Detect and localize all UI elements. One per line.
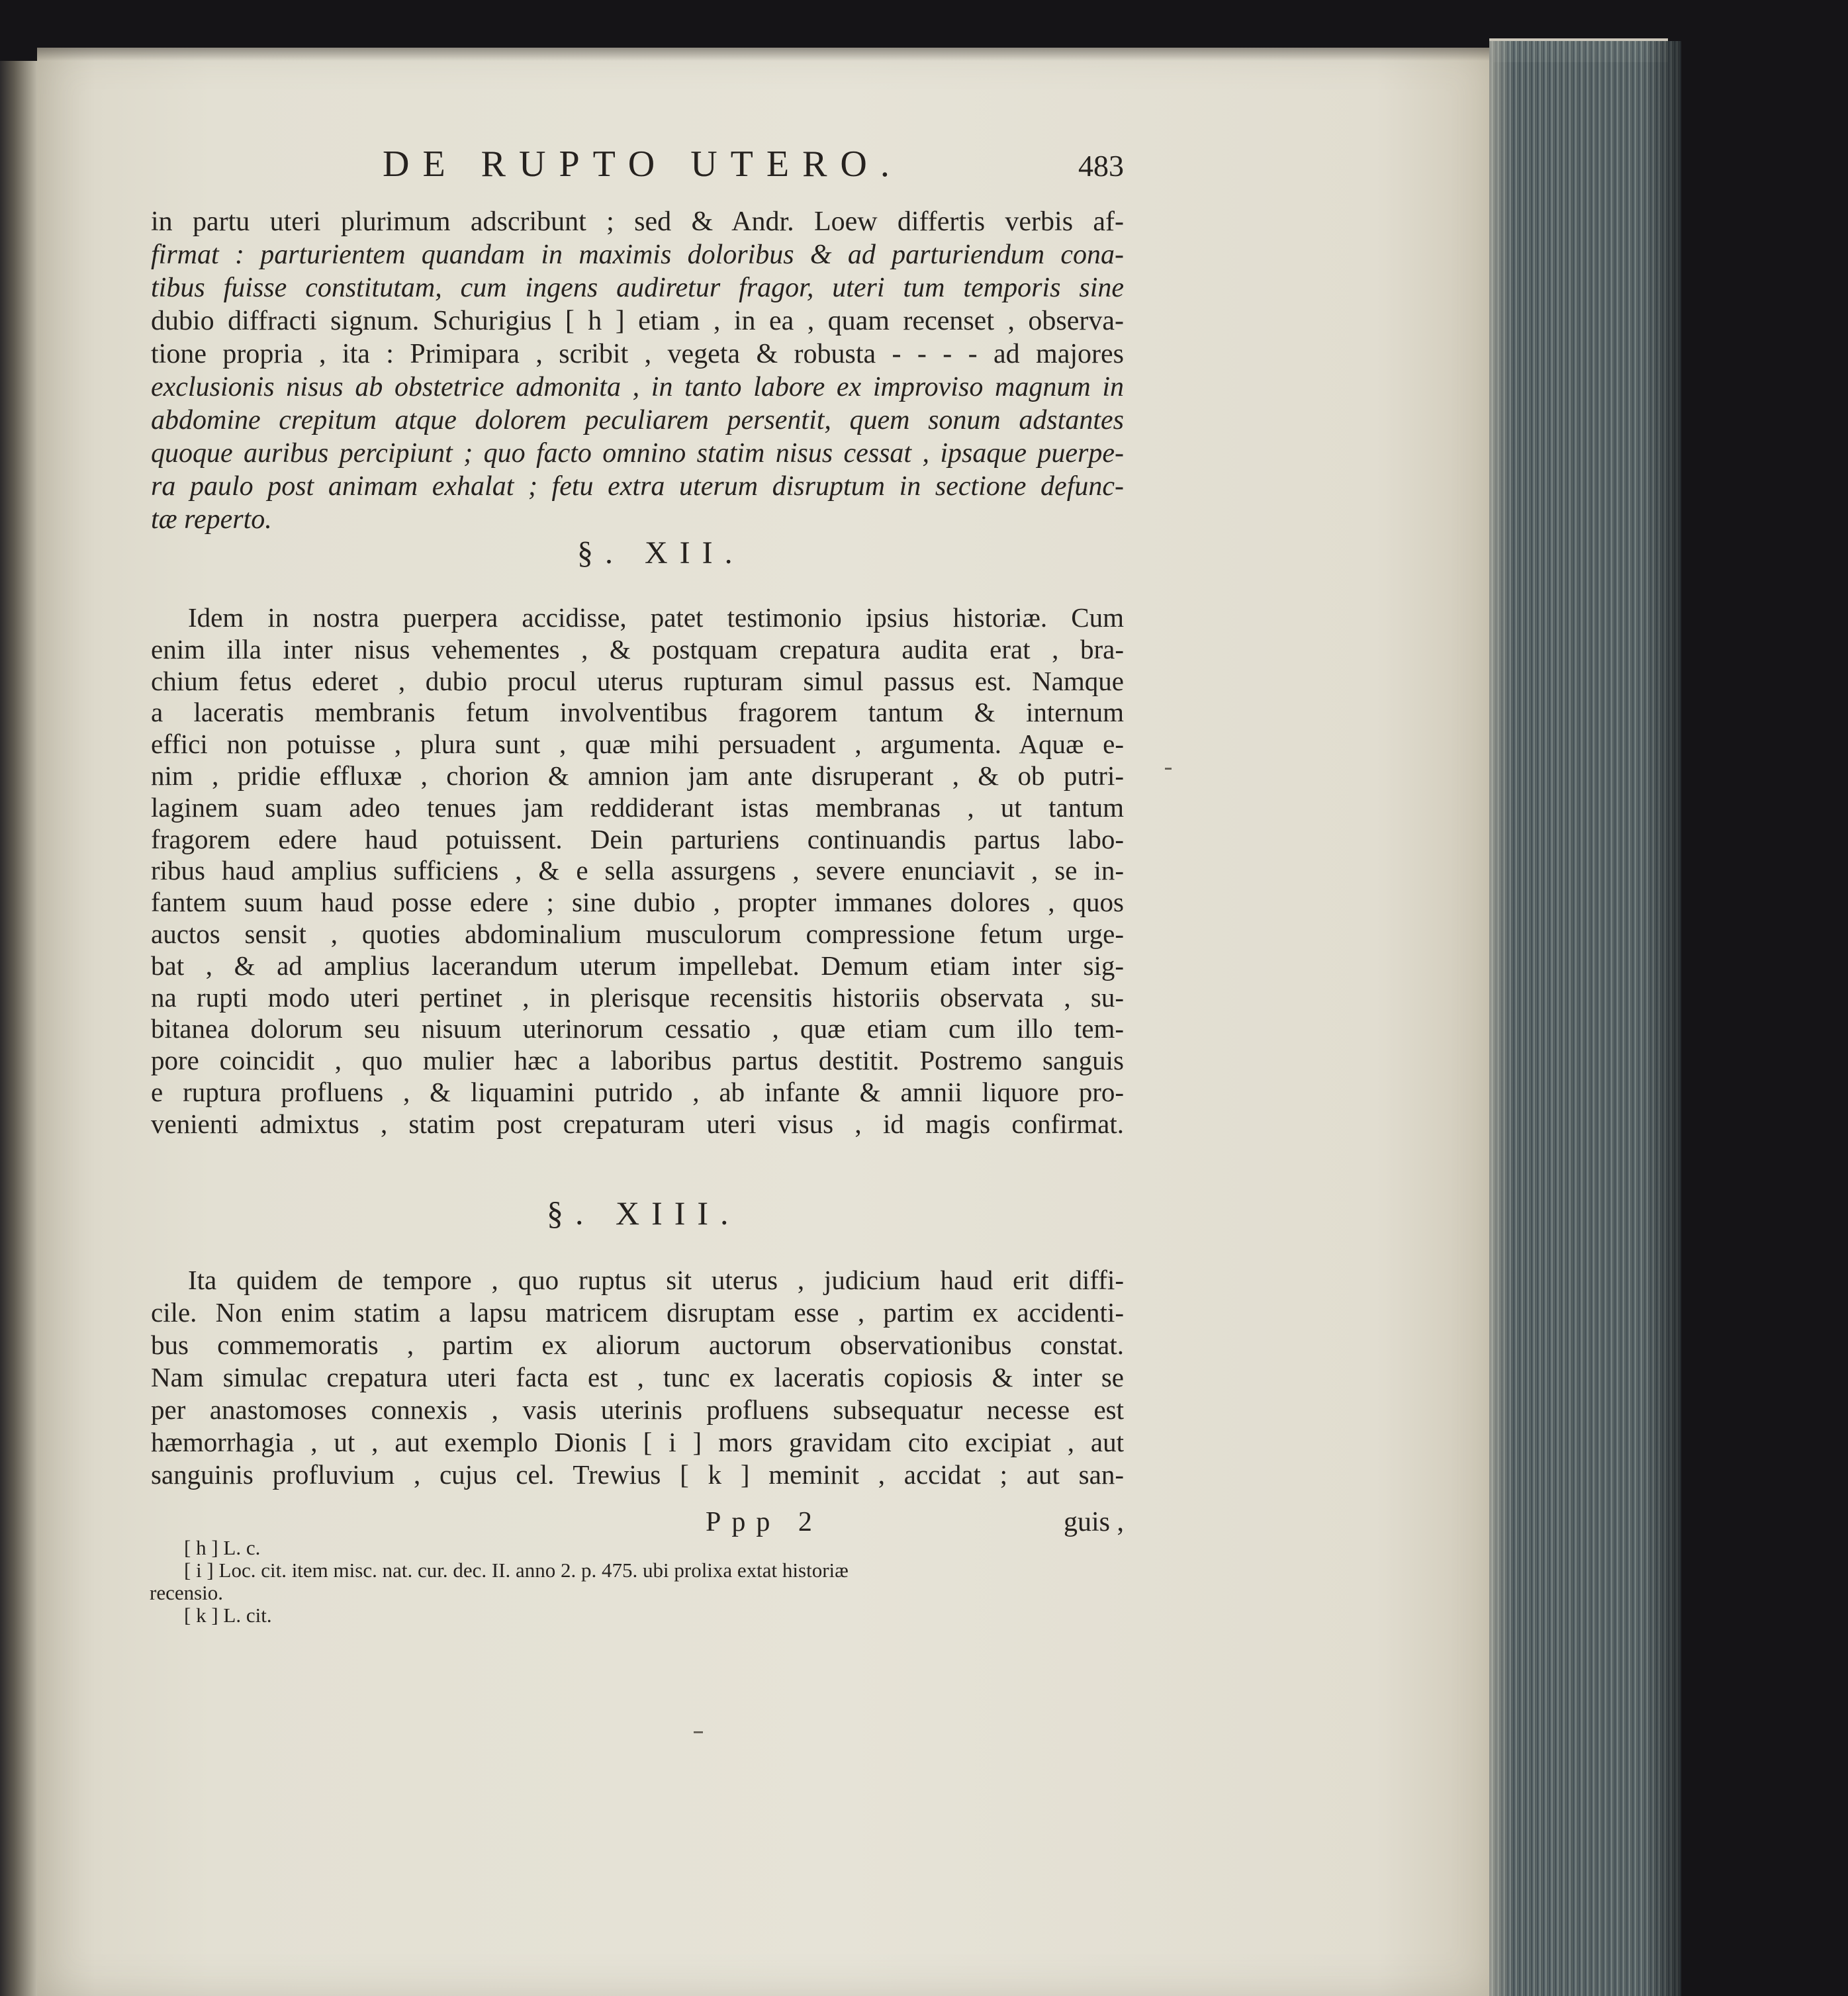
text-line: Nam simulac crepatura uteri facta est , tunc ex laceratis copiosis & inter se <box>151 1362 1124 1392</box>
text-line: tibus fuisse constitutam, cum ingens audiretur fragor, uteri tum temporis sine <box>151 273 1124 303</box>
section-heading-12: §. XII. <box>577 535 745 570</box>
text-line: ribus haud amplius sufficiens , & e sella assurgens , severe enunciavit , se in- <box>151 855 1124 886</box>
right-background <box>1681 0 1848 1996</box>
section-heading-13: §. XIII. <box>547 1195 741 1232</box>
text-line: bat , & ad amplius lacerandum uterum impellebat. Demum etiam inter sig- <box>151 950 1124 981</box>
paragraph-2 <box>151 602 1124 1140</box>
text-line: abdomine crepitum atque dolorem peculiarem persentit, quem sonum adstantes <box>151 405 1124 435</box>
text-line: fantem suum haud posse edere ; sine dubio , propter immanes dolores , quos <box>151 887 1124 918</box>
text-line: exclusionis nisus ab obstetrice admonita , in tanto labore ex improviso magnum in <box>151 372 1124 402</box>
text-line: na rupti modo uteri pertinet , in plerisque recensitis historiis observata , su- <box>151 981 1124 1013</box>
text-line: sanguinis profluvium , cujus cel. Trewius [ k ] meminit , accidat ; aut san- <box>151 1459 1124 1490</box>
catchline <box>151 1506 1124 1539</box>
text-line: firmat : parturientem quandam in maximis doloribus & ad parturiendum cona- <box>151 240 1124 270</box>
text-line: quoque auribus percipiunt ; quo facto omnino statim nisus cessat , ipsaque puerpe- <box>151 438 1124 469</box>
text-line: in partu uteri plurimum adscribunt ; sed & Andr. Loew differtis verbis af- <box>151 206 1124 237</box>
text-line: laginem suam adeo tenues jam reddiderant istas membranas , ut tantum <box>151 792 1124 823</box>
page-number: 483 <box>1078 149 1124 183</box>
footnotes <box>150 1536 1124 1627</box>
text-line: chium fetus ederet , dubio procul uterus rupturam simul passus est. Namque <box>151 665 1124 696</box>
text-line: per anastomoses connexis , vasis uterinis profluens subsequatur necesse est <box>151 1394 1124 1425</box>
text-line: enim illa inter nisus vehementes , & postquam crepatura audita erat , bra- <box>151 633 1124 664</box>
running-head: DE RUPTO UTERO. <box>383 144 903 185</box>
text-line: hæmorrhagia , ut , aut exemplo Dionis [ i ] mors gravidam cito excipiat , aut <box>151 1427 1124 1457</box>
footnote-i-continuation: recensio. <box>150 1581 224 1604</box>
text-line: bitanea dolorum seu nisuum uterinorum cessatio , quæ etiam cum illo tem- <box>151 1013 1124 1044</box>
text-line: dubio diffracti signum. Schurigius [ h ] etiam , in ea , quam recenset , observa- <box>151 306 1124 336</box>
footnote-i: [ i ] Loc. cit. item misc. nat. cur. dec. II. anno 2. p. 475. ubi prolixa extat historiæ <box>184 1559 849 1582</box>
text-line: venienti admixtus , statim post crepaturam uteri visus , id magis confirmat. <box>151 1108 1124 1139</box>
footnote-h: [ h ] L. c. <box>184 1536 261 1559</box>
paragraph-1 <box>151 205 1124 536</box>
text-line: pore coincidit , quo mulier hæc a laboribus partus destitit. Postremo sanguis <box>151 1045 1124 1076</box>
stray-mark <box>694 1731 703 1733</box>
text-line: tione propria , ita : Primipara , scribit , vegeta & robusta - - - - ad majores <box>151 339 1124 369</box>
text-line: ra paulo post animam exhalat ; fetu extra uterum disruptum in sectione defunc- <box>151 471 1124 502</box>
text-line: bus commemoratis , partim ex aliorum auctorum observationibus constat. <box>151 1330 1124 1360</box>
text-line: a laceratis membranis fetum involventibus fragorem tantum & internum <box>151 697 1124 728</box>
left-page-edge <box>0 61 40 1996</box>
text-line: fragorem edere haud potuissent. Dein parturiens continuandis partus labo- <box>151 823 1124 854</box>
page-top-shadow <box>37 48 1493 61</box>
paragraph-3 <box>151 1264 1124 1491</box>
text-line: e ruptura profluens , & liquamini putrido , ab infante & amnii liquore pro- <box>151 1076 1124 1107</box>
text-line: nim , pridie effluxæ , chorion & amnion jam ante disruperant , & ob putri- <box>151 760 1124 791</box>
footnote-k: [ k ] L. cit. <box>184 1604 272 1627</box>
text-line: Ita quidem de tempore , quo ruptus sit uterus , judicium haud erit diffi- <box>188 1265 1124 1295</box>
text-line: cile. Non enim statim a lapsu matricem disruptam esse , partim ex accidenti- <box>151 1297 1124 1328</box>
text-line: auctos sensit , quoties abdominalium musculorum compressione fetum urge- <box>151 918 1124 949</box>
text-line: tæ reperto. <box>151 504 272 535</box>
fore-edge-shading <box>1489 41 1683 1996</box>
page-header <box>151 143 1124 196</box>
text-line: Idem in nostra puerpera accidisse, patet testimonio ipsius historiæ. Cum <box>188 602 1124 633</box>
text-line: effici non potuisse , plura sunt , quæ mihi persuadent , argumenta. Aquæ e- <box>151 729 1124 760</box>
signature-mark: Ppp 2 <box>706 1507 823 1537</box>
stray-mark <box>1165 768 1172 770</box>
catchword: guis , <box>1063 1507 1124 1537</box>
